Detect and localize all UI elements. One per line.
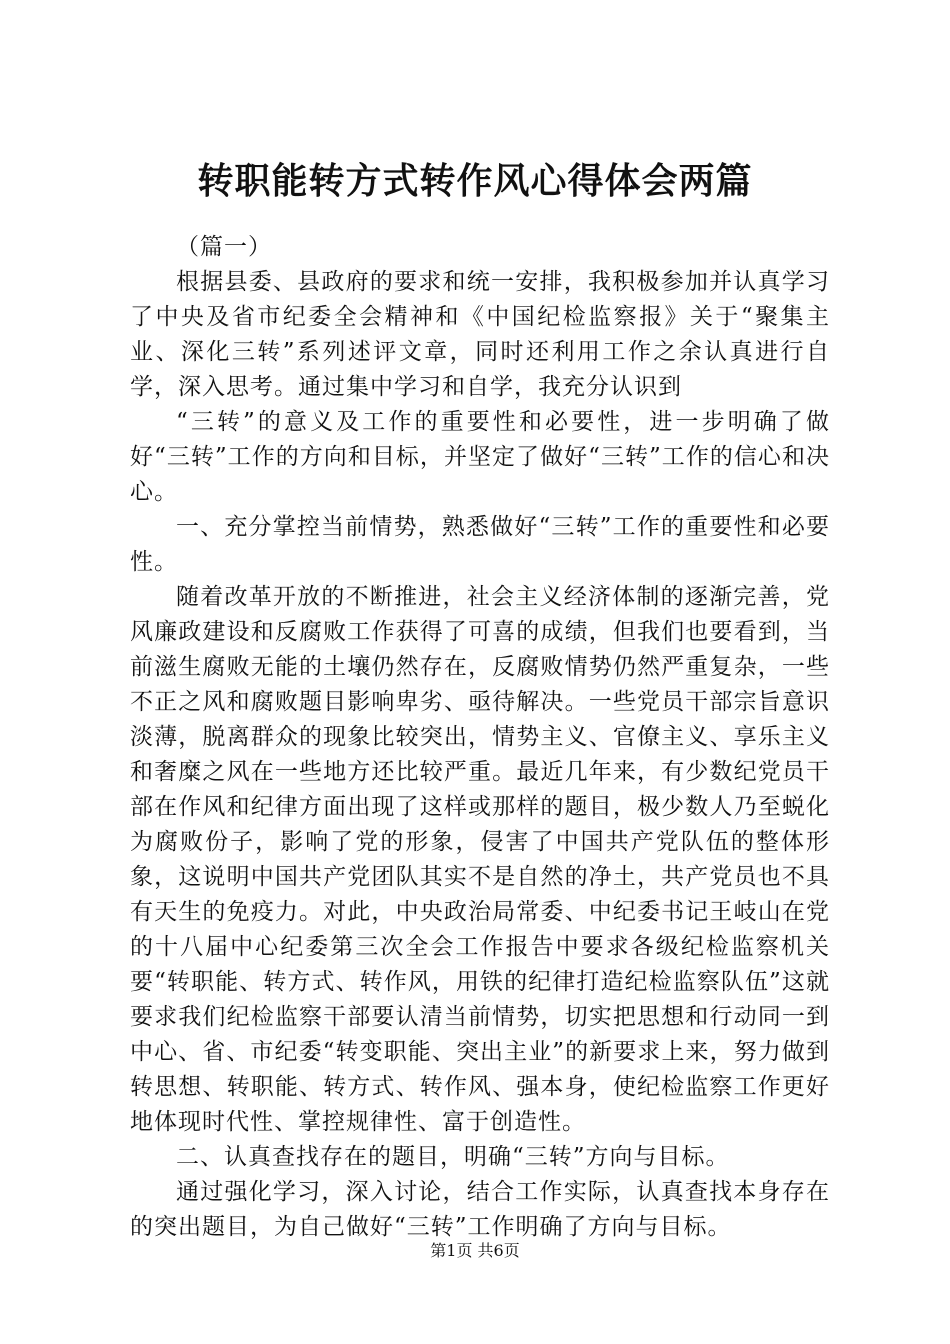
paragraph: 根据县委、县政府的要求和统一安排，我积极参加并认真学习了中央及省市纪委全会精神和《中国纪检监察报》关于“聚集主业、深化三转”系列述评文章，同时还利用工作之余认真进行自学，深入思考。通过集中学习和自学，我充分认识到	[130, 269, 830, 400]
section-label: （篇一）	[176, 234, 272, 260]
section-heading: 一、充分掌控当前情势，熟悉做好“三转”工作的重要性和必要性。	[130, 514, 830, 575]
paragraph: 随着改革开放的不断推进，社会主义经济体制的逐渐完善，党风廉政建设和反腐败工作获得了可喜的成绩，但我们也要看到，当前滋生腐败无能的土壤仍然存在，反腐败情势仍然严重复杂，一些不正之风和腐败题目影响卑劣、亟待解决。一些党员干部宗旨意识淡薄，脱离群众的现象比较突出，情势主义、官僚主义、享乐主义和奢糜之风在一些地方还比较严重。最近几年来，有少数纪党员干部在作风和纪律方面出现了这样或那样的题目，极少数人乃至蜕化为腐败份子，影响了党的形象，侵害了中国共产党队伍的整体形象，这说明中国共产党团队其实不是自然的净土，共产党员也不具有天生的免疫力。对此，中央政治局常委、中纪委书记王岐山在党的十八届中心纪委第三次全会工作报告中要求各级纪检监察机关要“转职能、转方式、转作风，用铁的纪律打造纪检监察队伍”这就要求我们纪检监察干部要认清当前情势，切实把思想和行动同一到中心、省、市纪委“转变职能、突出主业”的新要求上来，努力做到转思想、转职能、转方式、转作风、强本身，使纪检监察工作更好地体现时代性、掌控规律性、富于创造性。	[130, 584, 830, 1135]
document-body	[130, 230, 830, 1245]
paragraph: “三转”的意义及工作的重要性和必要性，进一步明确了做好“三转”工作的方向和目标，并坚定了做好“三转”工作的信心和决心。	[130, 409, 830, 505]
section-heading: 二、认真查找存在的题目，明确“三转”方向与目标。	[176, 1144, 730, 1170]
page-indicator: 第1页 共6页	[430, 1241, 520, 1260]
document-title: 转职能转方式转作风心得体会两篇	[197, 161, 753, 202]
paragraph: 通过强化学习，深入讨论，结合工作实际，认真查找本身存在的突出题目，为自己做好“三转”工作明确了方向与目标。	[130, 1179, 830, 1240]
